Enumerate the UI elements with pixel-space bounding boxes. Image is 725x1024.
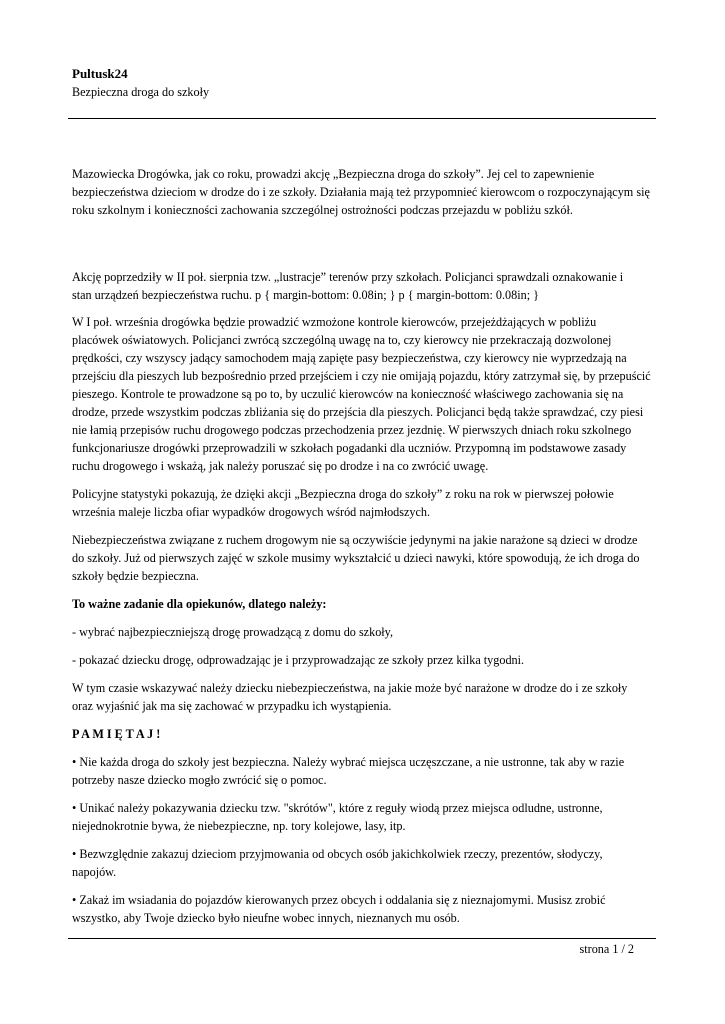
article-title: Bezpieczna droga do szkoły (72, 85, 210, 99)
statistics-paragraph: Policyjne statystyki pokazują, że dzięki akcji „Bezpieczna droga do szkoły” z roku na rok w pierwszej połowie września maleje liczba ofiar wypadków drogowych wśród najmłodszych. (72, 487, 614, 519)
site-name: Pultusk24 (72, 66, 128, 81)
safety-bullet: • Nie każda droga do szkoły jest bezpieczna. Należy wybrać miejsca uczęszczane, a nie ustronne, tak aby w razie potrzeby nasze dziecko mogło zwrócić się o pomoc. (72, 755, 625, 787)
header-divider (68, 118, 656, 119)
controls-paragraph: W I poł. września drogówka będzie prowadzić wzmożone kontrole kierowców, przejeżdżających w pobliżu placówek oświatowych. Policjanci zwrócą szczególną uwagę na to, czy kierowcy nie przekraczają dozwolonej prędkości, czy wszyscy jadący samochodem mają zapięte pasy bezpieczeństwa, czy kierowcy nie wyprzedzają na przejściu dla pieszych lub bezpośrednio przed przejściem i czy nie omijają pojazdu, który zatrzymał się, by przepuścić pieszego. Kontrole te prowadzone są po to, by uczulić kierowców na konieczność właściwego zachowania się na drodze, przede wszystkim podczas zbliżania się do przejścia dla pieszych. Policjanci będą także sprawdzać, czy piesi nie łamią przepisów ruchu drogowego podczas przechodzenia przez jezdnię. W pierwszych dniach roku szkolnego funkcjonariusze drogówki przeprowadzili w szkołach pogadanki dla uczniów. Przypomną im podstawowe zasady ruchu drogowego i wskażą, jak należy poruszać się po drodze i na co zwrócić uwagę. (72, 315, 651, 473)
inspection-paragraph: Akcję poprzedziły w II poł. sierpnia tzw. „lustracje” terenów przy szkołach. Policjanci sprawdzali oznakowanie i stan urządzeń bezpieczeństwa ruchu. p { margin-bottom: 0.08in; } p { margin-bottom: 0.08in; } (72, 270, 624, 302)
document-header (72, 66, 209, 101)
safety-bullet: • Unikać należy pokazywania dziecku tzw. "skrótów", które z reguły wiodą przez miejsca odludne, ustronne, niejednokrotnie bywa, że niebezpieczne, np. tory kolejowe, lasy, itp. (72, 801, 603, 833)
safety-bullet: • Bezwzględnie zakazuj dzieciom przyjmowania od obcych osób jakichkolwiek rzeczy, prezentów, słodyczy, napojów. (72, 847, 603, 879)
footer-divider (68, 938, 656, 939)
guardian-task-item: - wybrać najbezpieczniejszą drogę prowadzącą z domu do szkoły, (72, 625, 394, 639)
article-body (72, 165, 652, 927)
page-number: strona 1 / 2 (579, 942, 634, 956)
explain-paragraph: W tym czasie wskazywać należy dziecku niebezpieczeństwa, na jakie może być narażone w drodze do i ze szkoły oraz wyjaśnić jak ma się zachować w przypadku ich wystąpienia. (72, 681, 628, 713)
guardian-task-item: - pokazać dziecku drogę, odprowadzając je i przyprowadzając ze szkoły przez kilka tygodni. (72, 653, 525, 667)
guardians-heading: To ważne zadanie dla opiekunów, dlatego należy: (72, 597, 327, 611)
dangers-paragraph: Niebezpieczeństwa związane z ruchem drogowym nie są oczywiście jedynymi na jakie narażone są dzieci w drodze do szkoły. Już od pierwszych zajęć w szkole musimy wykształcić u dzieci nawyki, które spowodują, że ich droga do szkoły będzie bezpieczna. (72, 533, 640, 583)
remember-heading: P A M I Ę T A J ! (72, 727, 161, 741)
safety-bullet: • Zakaż im wsiadania do pojazdów kierowanych przez obcych i oddalania się z nieznajomymi. Musisz zrobić wszystko, aby Twoje dziecko było nieufne wobec innych, nieznanych mu osób. (72, 893, 606, 925)
intro-paragraph: Mazowiecka Drogówka, jak co roku, prowadzi akcję „Bezpieczna droga do szkoły”. Jej cel to zapewnienie bezpieczeństwa dzieciom w drodze do i ze szkoły. Działania mają też przypomnieć kierowcom o rozpoczynającym się roku szkolnym i konieczności zachowania szczególnej ostrożności podczas przejazdu w pobliżu szkół. (72, 167, 650, 217)
